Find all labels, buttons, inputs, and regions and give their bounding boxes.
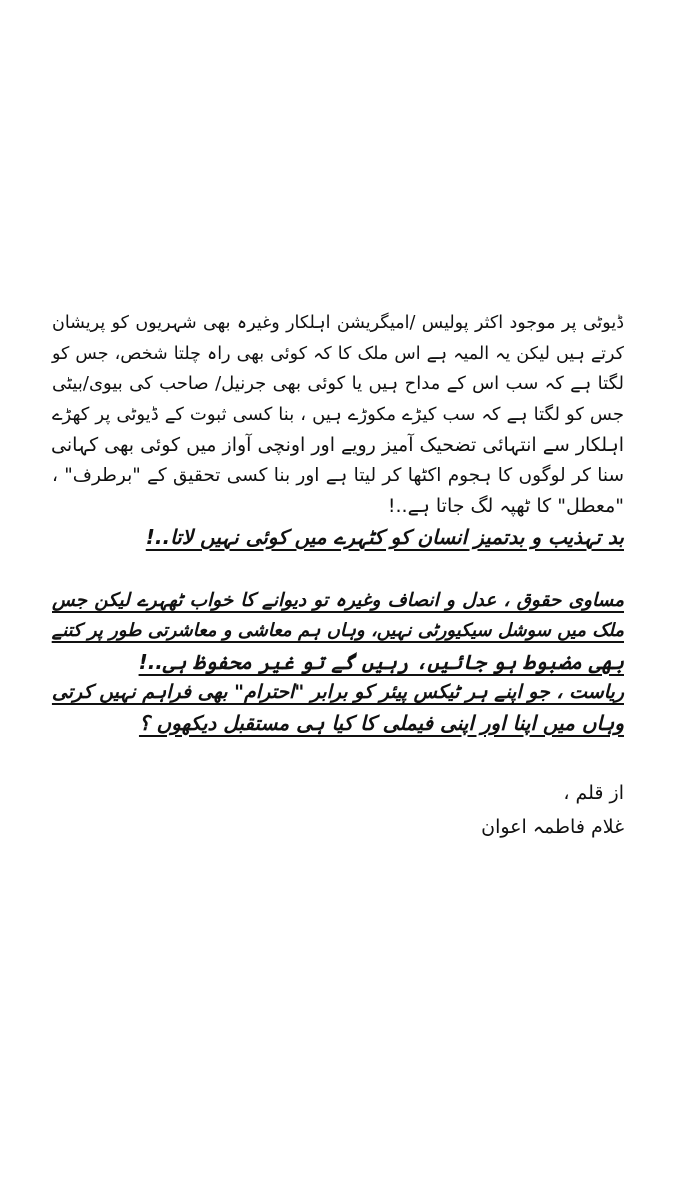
byline-label: از قلم ، xyxy=(563,782,624,804)
paragraph-1 xyxy=(52,308,624,522)
paragraph-line: اہلکار سے انتہائی تضحیک آمیز رویے اور اونچی آواز میں کوئی بھی کہانی xyxy=(51,434,624,456)
emphasis-line: بد تہذیب و بدتمیز انسان کو کٹہرے میں کوئی نہیں لاتا..! xyxy=(145,524,624,549)
article xyxy=(52,308,624,844)
paragraph-line: ریاست ، جو اپنے ہر ٹیکس پیئر کو برابر "احترام" بھی فراہم نہیں کرتی xyxy=(51,681,624,703)
signature-block xyxy=(52,776,624,844)
paragraph-line: لگتا ہے کہ سب اس کے مداح ہیں یا کوئی بھی جرنیل/ صاحب کی بیوی/بیٹی xyxy=(52,373,624,394)
paragraph-2 xyxy=(52,586,624,678)
paragraph-line: "معطل" کا ٹھپہ لگ جاتا ہے..! xyxy=(387,495,624,517)
paragraph-line: ڈیوٹی پر موجود اکثر پولیس /امیگریشن اہلکار وغیرہ بھی شہریوں کو پریشان xyxy=(52,313,624,333)
paragraph-line: سنا کر لوگوں کا ہجوم اکٹھا کر لیتا ہے اور بنا کسی تحقیق کے "برطرف" ، xyxy=(52,464,624,486)
paragraph-line: بھی مضبوط ہو جائیں، رہیں گے تو غیر محفوظ ہی..! xyxy=(138,649,624,674)
paragraph-line: جس کو لگتا ہے کہ سب کیڑے مکوڑے ہیں ، بنا کسی ثبوت کے ڈیوٹی پر کھڑے xyxy=(52,403,624,425)
author-name: غلام فاطمہ اعوان xyxy=(481,816,624,838)
paragraph-line: ملک میں سوشل سیکیورٹی نہیں، وہاں ہم معاشی و معاشرتی طور پر کتنے xyxy=(51,620,624,641)
paragraph-line: کرتے ہیں لیکن یہ المیہ ہے اس ملک کا کہ کوئی بھی راہ چلتا شخص، جس کو xyxy=(52,343,624,364)
paragraph-line: وہاں میں اپنا اور اپنی فیملی کا کیا ہی مستقبل دیکھوں ؟ xyxy=(138,710,624,735)
paragraph-line: مساوی حقوق ، عدل و انصاف وغیرہ تو دیوانے کا خواب ٹھہرے لیکن جس xyxy=(52,589,624,611)
paragraph-3 xyxy=(52,677,624,738)
